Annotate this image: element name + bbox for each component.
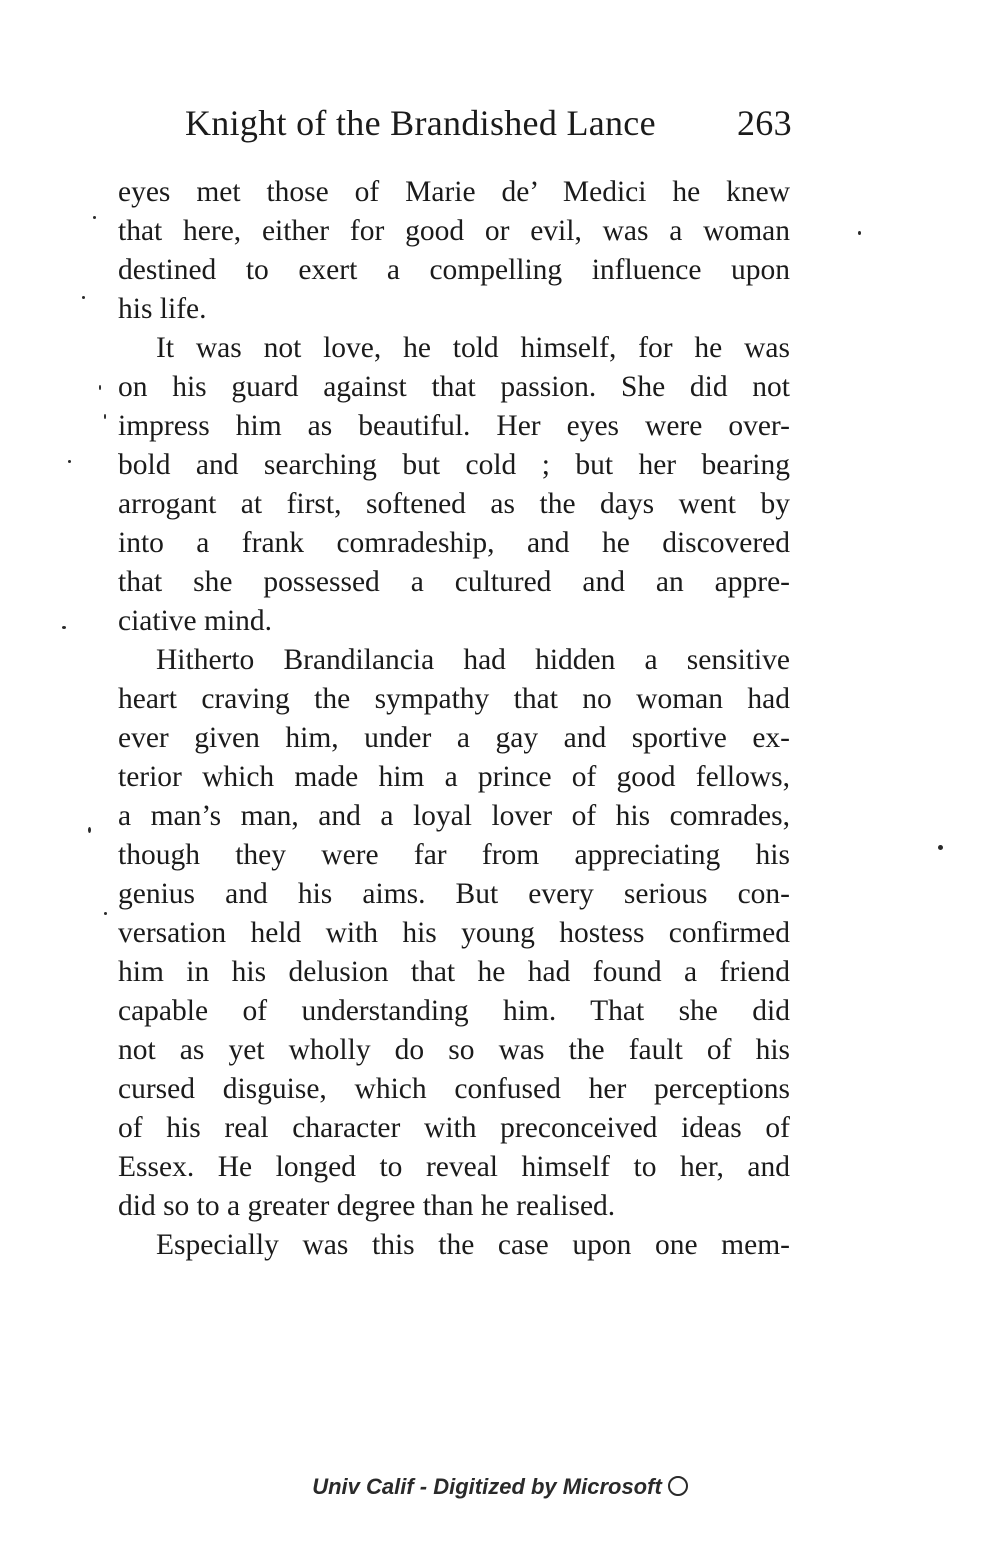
text-line: arrogant at first, softened as the days went by (118, 488, 790, 520)
text-line: his life. (118, 293, 207, 325)
text-line: bold and searching but cold ; but her bearing (118, 449, 790, 481)
digitization-watermark (0, 1474, 1000, 1500)
text-line: on his guard against that passion. She did not (118, 371, 790, 403)
text-line: him in his delusion that he had found a friend (118, 956, 790, 988)
text-line: into a frank comradeship, and he discovered (118, 527, 790, 559)
scan-speck (93, 216, 96, 219)
text-line: impress him as beautiful. Her eyes were over- (118, 410, 790, 442)
text-line: though they were far from appreciating his (118, 839, 790, 871)
scan-speck (68, 460, 71, 463)
text-line: eyes met those of Marie de’ Medici he knew (118, 176, 790, 208)
scan-speck (82, 296, 85, 299)
text-line: Essex. He longed to reveal himself to her, and (118, 1151, 790, 1183)
text-line: capable of understanding him. That she did (118, 995, 790, 1027)
scan-speck (99, 385, 101, 390)
scan-speck (858, 231, 861, 235)
text-line: of his real character with preconceived ideas of (118, 1112, 790, 1144)
page-number: 263 (737, 103, 792, 143)
text-line: ciative mind. (118, 605, 273, 637)
running-head (185, 102, 805, 152)
scan-speck (104, 912, 107, 915)
text-line: that here, either for good or evil, was a woman (118, 215, 790, 247)
text-line: that she possessed a cultured and an appre- (118, 566, 790, 598)
text-line: ever given him, under a gay and sportive ex- (118, 722, 790, 754)
scan-speck (62, 626, 66, 629)
body-text (118, 173, 790, 1265)
text-line: cursed disguise, which confused her perceptions (118, 1073, 790, 1105)
text-line: not as yet wholly do so was the fault of his (118, 1034, 790, 1066)
text-line: Especially was this the case upon one mem- (156, 1229, 790, 1261)
scan-speck (104, 414, 106, 419)
text-line: heart craving the sympathy that no woman had (118, 683, 790, 715)
text-line: It was not love, he told himself, for he was (156, 332, 790, 364)
text-line: terior which made him a prince of good fellows, (118, 761, 790, 793)
text-line: a man’s man, and a loyal lover of his comrades, (118, 800, 790, 832)
running-head-title: Knight of the Brandished Lance (185, 103, 656, 143)
text-line: versation held with his young hostess confirmed (118, 917, 790, 949)
watermark-logo-icon (668, 1476, 688, 1496)
text-line: destined to exert a compelling influence upon (118, 254, 790, 286)
text-line: Hitherto Brandilancia had hidden a sensitive (156, 644, 790, 676)
scan-speck (938, 845, 943, 850)
scan-speck (88, 827, 91, 833)
text-line: did so to a greater degree than he realised. (118, 1190, 616, 1222)
text-line: genius and his aims. But every serious con- (118, 878, 790, 910)
watermark-text: Univ Calif - Digitized by Microsoft (312, 1474, 662, 1499)
